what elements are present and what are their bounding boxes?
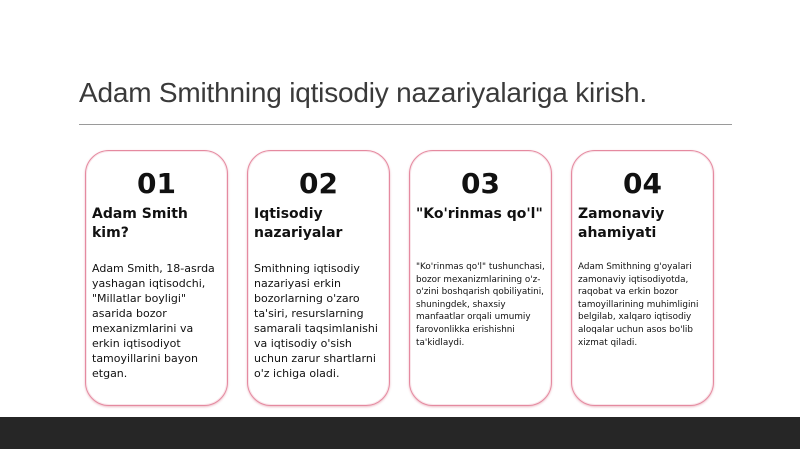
card-text: Adam Smithning g'oyalari zamonaviy iqtisodiyotda, raqobat va erkin bozor tamoyillarining muhimligini belgilab, xalqaro iqtisodiy aloqalar uchun asos bo'lib xizmat qiladi. [578, 262, 699, 348]
card-number: 01 [137, 167, 176, 200]
card-04 [571, 150, 714, 406]
slide-title: Adam Smithning iqtisodiy nazariyalariga kirish. [79, 77, 647, 108]
card-heading: Adam Smith kim? [92, 206, 188, 241]
title-divider [79, 124, 732, 125]
card-number: 04 [623, 167, 662, 200]
bottom-bar [0, 417, 800, 449]
card-text: Adam Smith, 18-asrda yashagan iqtisodchi, "Millatlar boyligi" asarida bozor mexanizmlarini va erkin iqtisodiyot tamoyillarini bayon etgan. [92, 262, 215, 380]
card-01 [85, 150, 228, 406]
card-heading: Zamonaviy ahamiyati [578, 206, 665, 241]
card-heading: Iqtisodiy nazariyalar [254, 206, 343, 241]
card-text: Smithning iqtisodiy nazariyasi erkin bozorlarning o'zaro ta'siri, resurslarning samarali taqsimlanishi va iqtisodiy o'sish uchun zarur shartlarni o'z ichiga oladi. [254, 262, 378, 380]
card-03 [409, 150, 552, 406]
card-02 [247, 150, 390, 406]
card-text: "Ko'rinmas qo'l" tushunchasi, bozor mexanizmlarining o'z-o'zini boshqarish qobiliyatini, shuningdek, shaxsiy manfaatlar orqali umumiy farovonlikka erishishni ta'kidlaydi. [416, 262, 545, 348]
card-number: 02 [299, 167, 338, 200]
card-heading: "Ko'rinmas qo'l" [416, 206, 543, 222]
card-number: 03 [461, 167, 500, 200]
